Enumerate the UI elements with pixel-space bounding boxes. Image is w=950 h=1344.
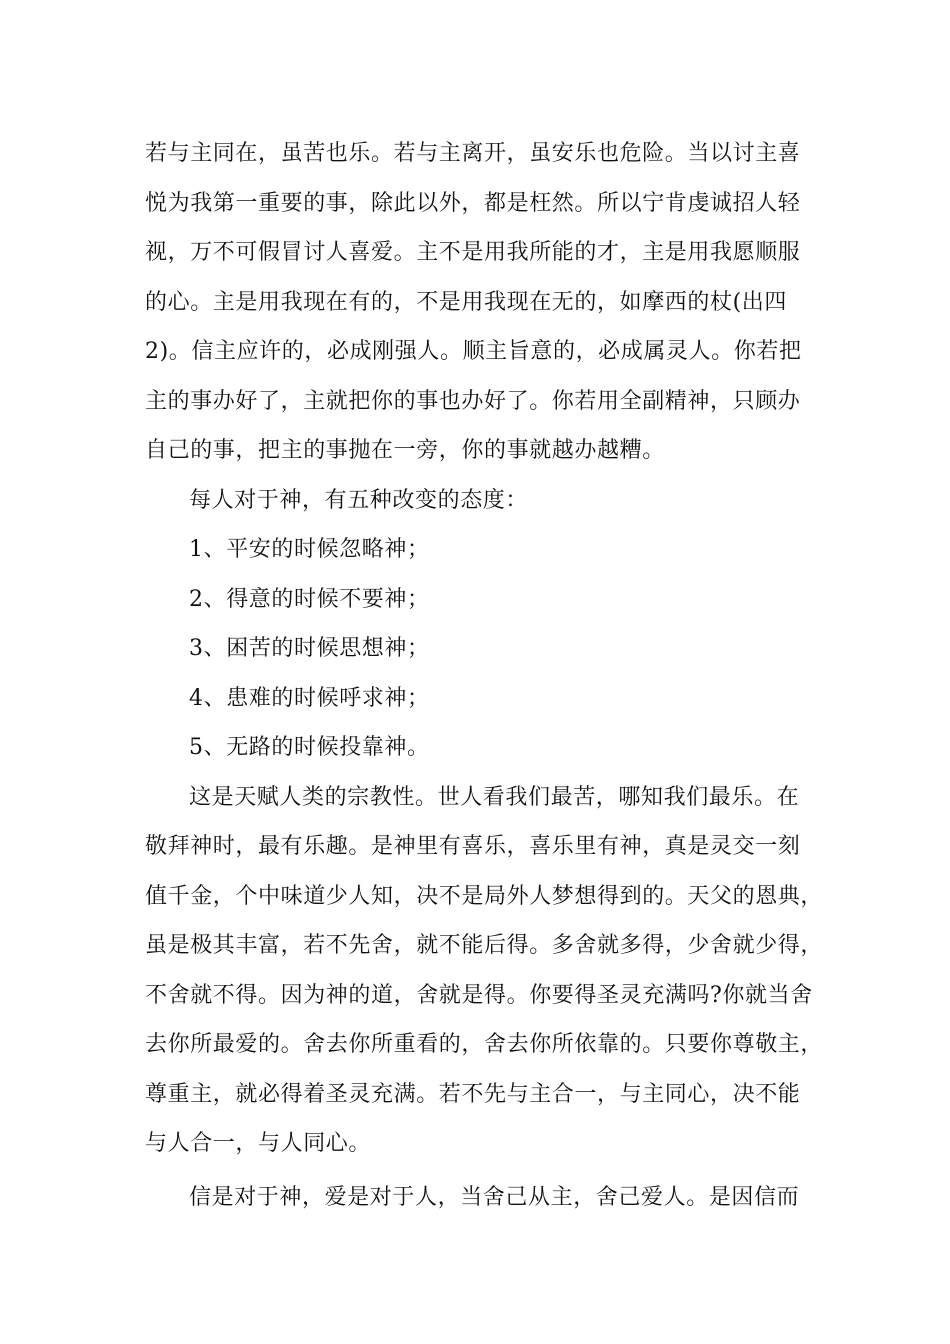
list-item: 5、无路的时候投靠神。 (189, 735, 430, 760)
list-item: 3、困苦的时候思想神； (189, 636, 430, 661)
list-item: 2、得意的时候不要神； (189, 586, 430, 612)
paragraph-first-line: 信是对于神，爱是对于人，当舍己从主，舍己爱人。是因信而 (189, 1184, 800, 1210)
paragraph-intro-line: 每人对于神，有五种改变的态度： (189, 487, 529, 513)
list-item: 4、患难的时候呼求神； (189, 685, 430, 711)
text-line: 敬拜神时，最有乐趣。是神里有喜乐，喜乐里有神，真是灵交一刻 (145, 834, 801, 859)
text-line: 主的事办好了，主就把你的事也办好了。你若用全副精神，只顾办 (145, 388, 801, 414)
text-line: 虽是极其丰富，若不先舍，就不能后得。多舍就多得，少舍就少得， (145, 933, 824, 958)
list-item: 1、平安的时候忽略神； (189, 537, 430, 562)
text-line: 去你所最爱的。舍去你所重看的，舍去你所依靠的。只要你尊敬主， (145, 1032, 824, 1057)
text-line: 的心。主是用我现在有的，不是用我现在无的，如摩西的杖(出四 (145, 289, 787, 315)
paragraph-first-line: 这是天赋人类的宗教性。世人看我们最苦，哪知我们最乐。在 (189, 784, 800, 810)
text-line: 悦为我第一重要的事，除此以外，都是枉然。所以宁肯虔诚招人轻 (145, 190, 801, 216)
text-line: 值千金，个中味道少人知，决不是局外人梦想得到的。天父的恩典， (145, 883, 824, 909)
body-text (145, 129, 825, 1222)
text-line: 2)。信主应许的，必成刚强人。顺主旨意的，必成属灵人。你若把 (145, 339, 802, 364)
text-line: 视，万不可假冒讨人喜爱。主不是用我所能的才，主是用我愿顺服 (145, 240, 801, 265)
text-line: 尊重主，就必得着圣灵充满。若不先与主合一，与主同心，决不能 (145, 1081, 801, 1107)
text-line: 与人合一，与人同心。 (145, 1131, 372, 1156)
text-line: 自己的事，把主的事抛在一旁，你的事就越办越糟。 (145, 438, 665, 463)
text-line: 若与主同在，虽苦也乐。若与主离开，虽安乐也危险。当以讨主喜 (145, 141, 801, 166)
text-line: 不舍就不得。因为神的道，舍就是得。你要得圣灵充满吗?你就当舍 (145, 982, 813, 1008)
